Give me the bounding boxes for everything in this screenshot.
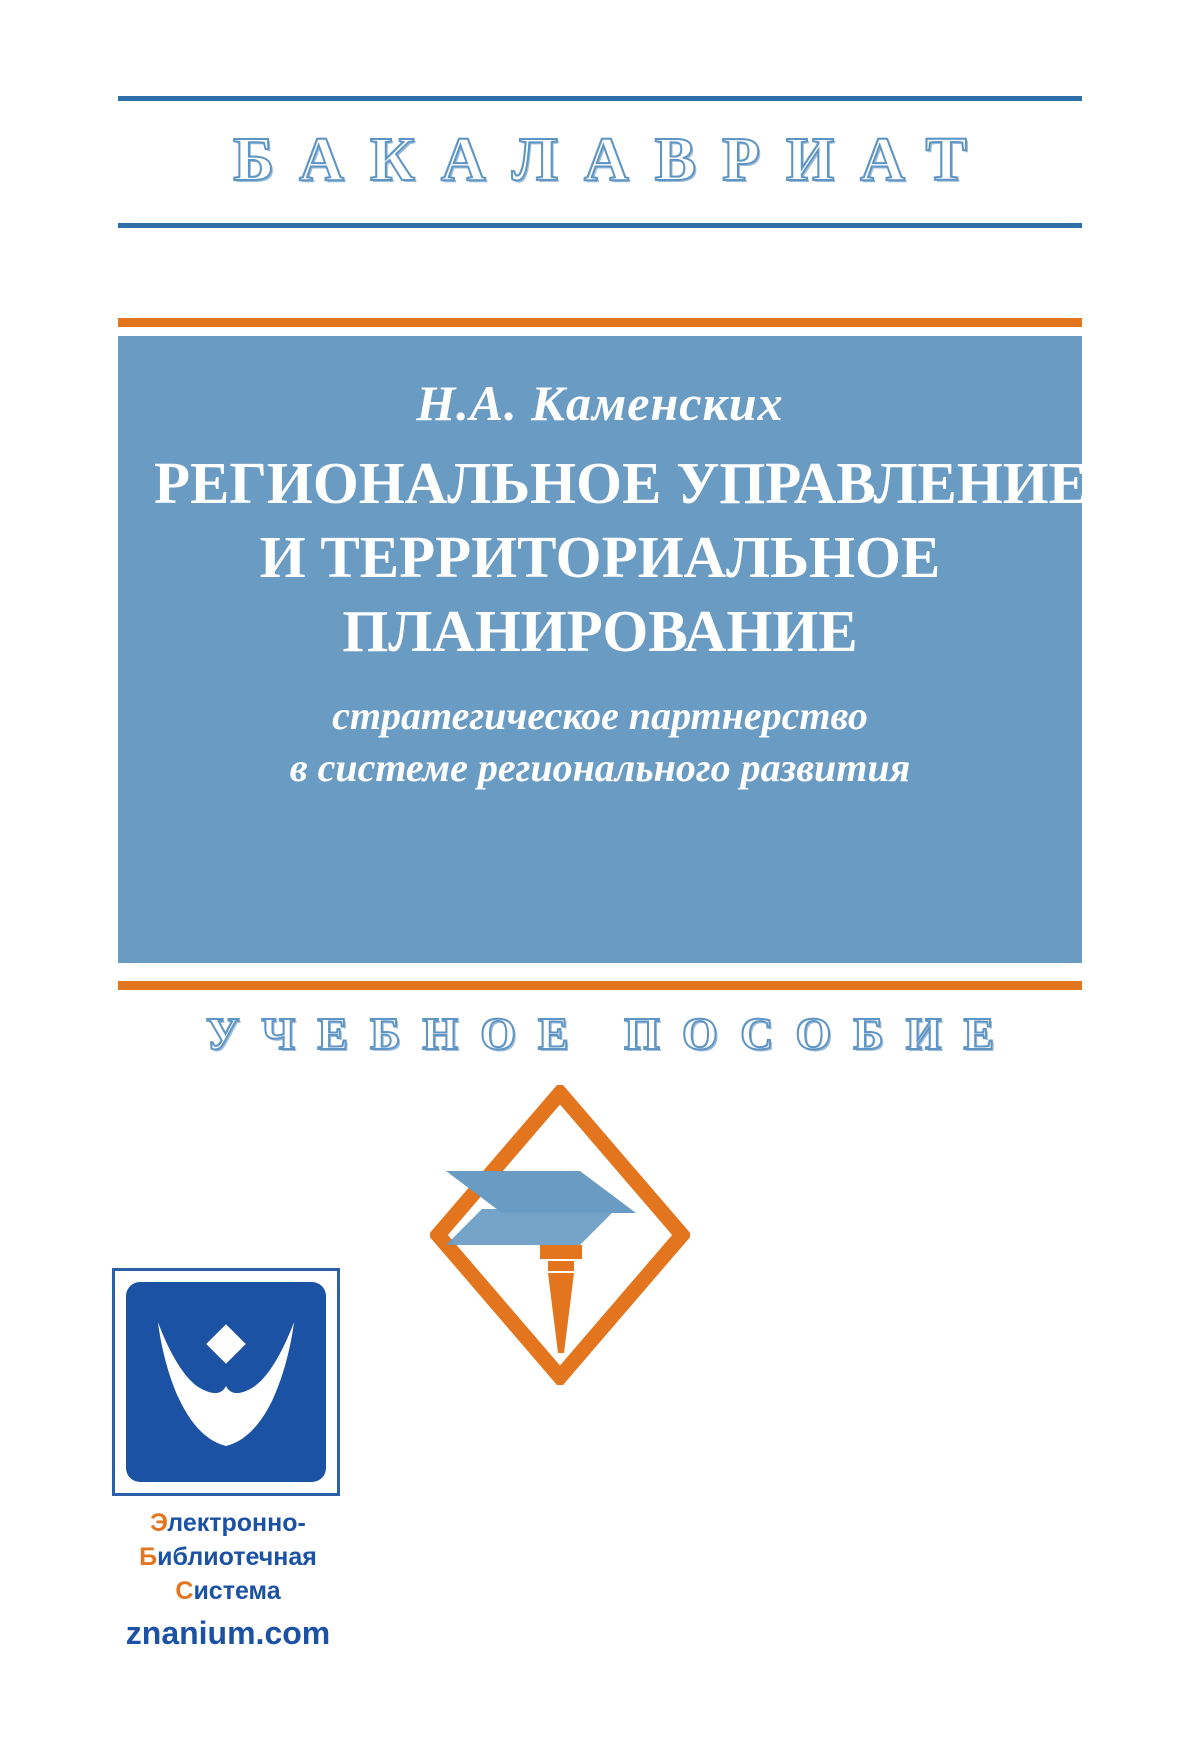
znanium-line-2-cap: Б (139, 1543, 158, 1571)
series-label: БАКАЛАВРИАТ (233, 126, 993, 194)
znanium-line-1-cap: Э (150, 1509, 168, 1537)
title-panel (118, 336, 1088, 963)
book-subtitle (154, 690, 1046, 794)
panel-rule-bottom (118, 981, 1082, 990)
series-rule-bottom (118, 223, 1082, 228)
znanium-line-2-rest: иблиотечная (157, 1543, 317, 1571)
panel-rule-top (118, 318, 1082, 327)
book-title-line-2: И ТЕРРИТОРИАЛЬНОЕ (259, 524, 941, 590)
znanium-m-icon (126, 1282, 326, 1482)
znanium-line-3 (112, 1574, 344, 1608)
znanium-line-2 (112, 1540, 344, 1574)
publication-kind-label: УЧЕБНОЕ ПОСОБИЕ (205, 1008, 1017, 1059)
znanium-line-3-cap: С (175, 1577, 194, 1605)
book-title-line-3: ПЛАНИРОВАНИЕ (342, 598, 858, 664)
title-panel-wrapper (118, 318, 1088, 990)
series-rule-top (118, 96, 1082, 101)
znanium-site-label: znanium.com (125, 1615, 331, 1651)
znanium-text-lines (112, 1506, 344, 1654)
series-band (118, 96, 1082, 228)
znanium-logo (112, 1268, 352, 1651)
znanium-line-1-rest: лектронно- (167, 1509, 306, 1537)
znanium-line-3-rest: истема (193, 1577, 281, 1605)
znanium-line-1 (112, 1506, 344, 1540)
book-title-line-1: РЕГИОНАЛЬНОЕ УПРАВЛЕНИЕ (154, 450, 1088, 516)
publisher-emblem-icon (430, 1085, 690, 1385)
book-title (154, 446, 1088, 668)
book-subtitle-line-1: стратегическое партнерство (332, 693, 868, 738)
author-name: Н.А. Каменских (416, 375, 784, 431)
book-subtitle-line-2: в системе регионального развития (289, 745, 911, 790)
